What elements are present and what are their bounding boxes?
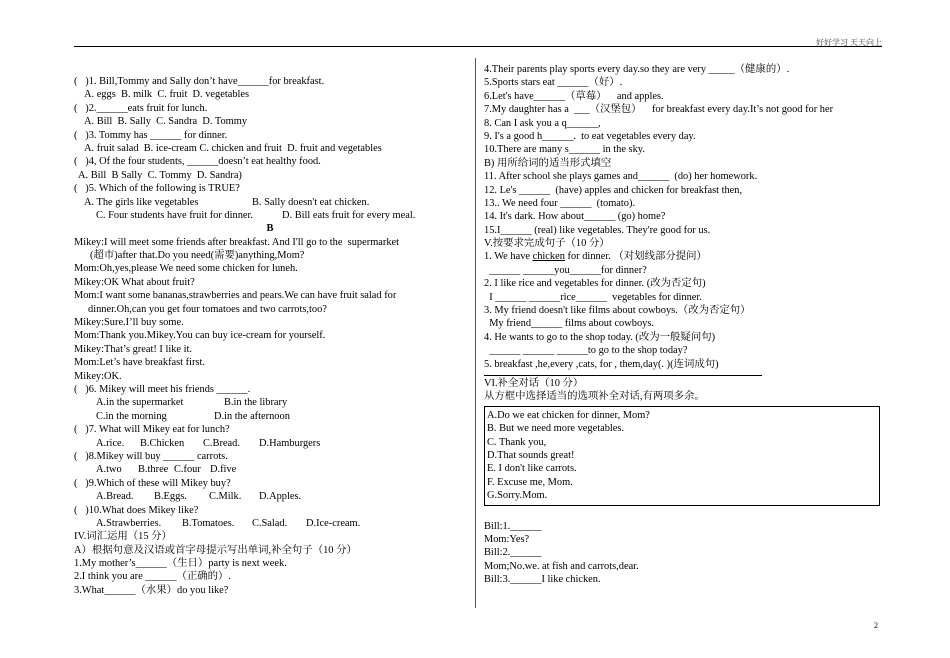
sentence-3-answer: My friend______ films about cowboys.	[484, 318, 654, 330]
spacer	[484, 506, 884, 520]
header-rule	[74, 46, 882, 47]
option: A.rice.	[96, 437, 125, 449]
option-a: A.in the supermarket	[96, 397, 184, 409]
option: D.Apples.	[259, 491, 302, 503]
vocab-3: 3.What______（水果）do you like?	[74, 584, 229, 596]
sentence-3: 3. My friend doesn't like films about cowboys.（改为否定句）	[484, 305, 751, 317]
option: B.Chicken	[140, 437, 185, 449]
section-4-heading: IV.词汇运用（15 分）	[74, 531, 172, 543]
dialog-line: Mom:I want some bananas,strawberries and pears.We can have fruit salad for	[74, 290, 397, 302]
section-5-heading: V.按要求完成句子（10 分）	[484, 238, 610, 250]
option: D.Hamburgers	[259, 437, 321, 449]
completion-dialog-line: Bill:2.______	[484, 547, 542, 559]
option: B.three	[138, 464, 169, 476]
option-d: D. Bill eats fruit for every meal.	[282, 209, 416, 221]
question-1-options: A. eggs B. milk C. fruit D. vegetables	[84, 89, 250, 101]
option: C.four	[174, 464, 201, 476]
right-column	[484, 63, 884, 586]
header-motto: 好好学习 天天向上	[816, 38, 882, 47]
question-9-options	[74, 490, 466, 503]
sentence-1-answer: ______ ______you______for dinner?	[484, 264, 647, 276]
question-8-options	[74, 463, 466, 476]
vocab-8: 8. Can I ask you a q______,	[484, 117, 601, 129]
option: A.Strawberries.	[96, 517, 162, 529]
option: D.five	[210, 464, 237, 476]
answer-line	[484, 375, 762, 376]
dialog-line: (超市)after that.Do you need(需要)anything,Mom?	[90, 250, 305, 262]
sentence-1-pre: 1. We have	[484, 251, 533, 263]
option: D.Ice-cream.	[306, 517, 361, 529]
dialog-line: Mom:Thank you.Mikey.You can buy ice-cream for yourself.	[74, 330, 326, 342]
form-15: 15.I______ (real) like vegetables. They're good for us.	[484, 224, 711, 236]
question-2-options: A. Bill B. Sally C. Sandra D. Tommy	[84, 116, 248, 128]
question-1: ( )1. Bill,Tommy and Sally don’t have______for breakfast.	[74, 76, 325, 87]
section-b-heading: B	[266, 223, 274, 235]
question-6: ( )6. Mikey will meet his friends ______.	[74, 383, 251, 395]
question-6-options-cd	[74, 410, 466, 423]
question-7-options	[74, 437, 466, 450]
question-8: ( )8.Mikey will buy ______ carrots.	[74, 450, 228, 462]
question-5-options-cd	[74, 209, 466, 222]
dialog-line: Mom:Let’s have breakfast first.	[74, 357, 205, 369]
question-5-options-ab	[74, 196, 466, 209]
dialog-line: Mikey:Sure.I’ll buy some.	[74, 317, 184, 329]
sentence-2-answer: I ______ ______rice______ vegetables for dinner.	[484, 291, 702, 303]
dialog-line: Mikey:OK.	[74, 370, 122, 382]
question-4: ( )4, Of the four students, ______doesn’t eat healthy food.	[74, 156, 321, 168]
section-6-instruction: 从方框中选择适当的选项补全对话,有两项多余。	[484, 391, 705, 403]
sentence-1-underlined: chicken	[532, 251, 565, 263]
question-10-options	[74, 517, 466, 530]
dialog-line: Mikey:That’s great! I like it.	[74, 343, 193, 355]
form-13: 13.. We need four ______ (tomato).	[484, 197, 636, 209]
sentence-5: 5. breakfast ,he,every ,cats, for , them,day(. )(连词成句)	[484, 358, 719, 370]
option: A.two	[96, 464, 122, 476]
box-option: A.Do we eat chicken for dinner, Mom?	[487, 409, 650, 421]
vocab-2: 2.I think you are ______（正确的）.	[74, 571, 231, 583]
form-12: 12. Le's ______ (have) apples and chicken for breakfast then,	[484, 184, 743, 196]
question-3: ( )3. Tommy has ______ for dinner.	[74, 129, 228, 141]
box-option: F. Excuse me, Mom.	[487, 476, 573, 488]
box-option: B. But we need more vegetables.	[487, 423, 625, 435]
completion-dialog-line: Mom:Yes?	[484, 533, 530, 545]
section-4a-instruction: A）根据句意及汉语或首字母提示写出单词,补全句子（10 分）	[74, 544, 357, 556]
dialog-line: Mikey:I will meet some friends after breakfast. And I'll go to the supermarket	[74, 236, 400, 248]
question-9: ( )9.Which of these will Mikey buy?	[74, 477, 231, 489]
option-a: A. The girls like vegetables	[84, 196, 199, 208]
option: C.Bread.	[203, 437, 240, 449]
left-column	[74, 75, 466, 597]
option-b: B.in the library	[224, 397, 288, 409]
question-4-options: A. Bill B Sally C. Tommy D. Sandra)	[78, 169, 242, 181]
vocab-7: 7.My daughter has a ___（汉堡包） for breakfast every day.It’s not good for her	[484, 104, 834, 116]
sentence-1	[484, 250, 884, 263]
question-3-options: A. fruit salad B. ice-cream C. chicken and fruit D. fruit and vegetables	[84, 142, 382, 154]
vocab-5: 5.Sports stars eat ______（好）.	[484, 77, 623, 89]
options-box	[484, 406, 880, 506]
question-7: ( )7. What will Mikey eat for lunch?	[74, 424, 230, 436]
option: A.Bread.	[96, 491, 134, 503]
vocab-1: 1.My mother’s______（生日）party is next week.	[74, 558, 287, 570]
sentence-4: 4. He wants to go to the shop today. (改为一般疑问句)	[484, 331, 716, 343]
question-10: ( )10.What does Mikey like?	[74, 504, 199, 516]
completion-dialog-line: Bill:3.______I like chicken.	[484, 574, 601, 586]
completion-dialog-line: Mom;No.we. at fish and carrots,dear.	[484, 560, 639, 572]
vocab-6: 6.Let's have______（草莓） and apples.	[484, 90, 664, 102]
sentence-2: 2. I like rice and vegetables for dinner. (改为否定句)	[484, 278, 706, 290]
dialog-line: Mikey:OK What about fruit?	[74, 276, 195, 288]
completion-dialog-line: Bill:1.______	[484, 520, 542, 532]
section-b-forms-heading: B) 用所给词的适当形式填空	[484, 157, 612, 169]
option-b: B. Sally doesn't eat chicken.	[252, 196, 370, 208]
form-11: 11. After school she plays games and______ (do) her homework.	[484, 171, 758, 183]
option-c: C.in the morning	[96, 410, 167, 422]
option: C.Salad.	[252, 517, 288, 529]
option: C.Milk.	[209, 491, 242, 503]
option: B.Eggs.	[154, 491, 187, 503]
option-d: D.in the afternoon	[214, 410, 290, 422]
option: B.Tomatoes.	[182, 517, 235, 529]
column-divider	[475, 58, 476, 608]
option-c: C. Four students have fruit for dinner.	[96, 209, 253, 221]
question-2: ( )2.______eats fruit for lunch.	[74, 102, 208, 114]
vocab-9: 9. I's a good h______. to eat vegetables every day.	[484, 130, 696, 142]
dialog-line: dinner.Oh,can you get four tomatoes and two carrots,too?	[88, 303, 327, 315]
box-option: E. I don't like carrots.	[487, 463, 577, 475]
dialog-line: Mom:Oh,yes,please We need some chicken for luneh.	[74, 263, 298, 275]
sentence-1-post: for dinner. （对划线部分提问）	[564, 251, 707, 263]
page-number: 2	[874, 621, 878, 630]
box-option: C. Thank you,	[487, 436, 547, 448]
box-option: G.Sorry.Mom.	[487, 490, 548, 502]
form-14: 14. It's dark. How about______ (go) home?	[484, 211, 666, 223]
question-5: ( )5. Which of the following is TRUE?	[74, 183, 240, 195]
vocab-4: 4.Their parents play sports every day.so they are very _____（健康的）.	[484, 64, 790, 75]
box-option: D.That sounds great!	[487, 449, 575, 461]
vocab-10: 10.There are many s______ in the sky.	[484, 144, 645, 156]
question-6-options-ab	[74, 396, 466, 409]
sentence-4-answer: ______ ______ ______to go to the shop today?	[484, 345, 688, 357]
section-6-heading: VI.补全对话（10 分）	[484, 377, 584, 389]
